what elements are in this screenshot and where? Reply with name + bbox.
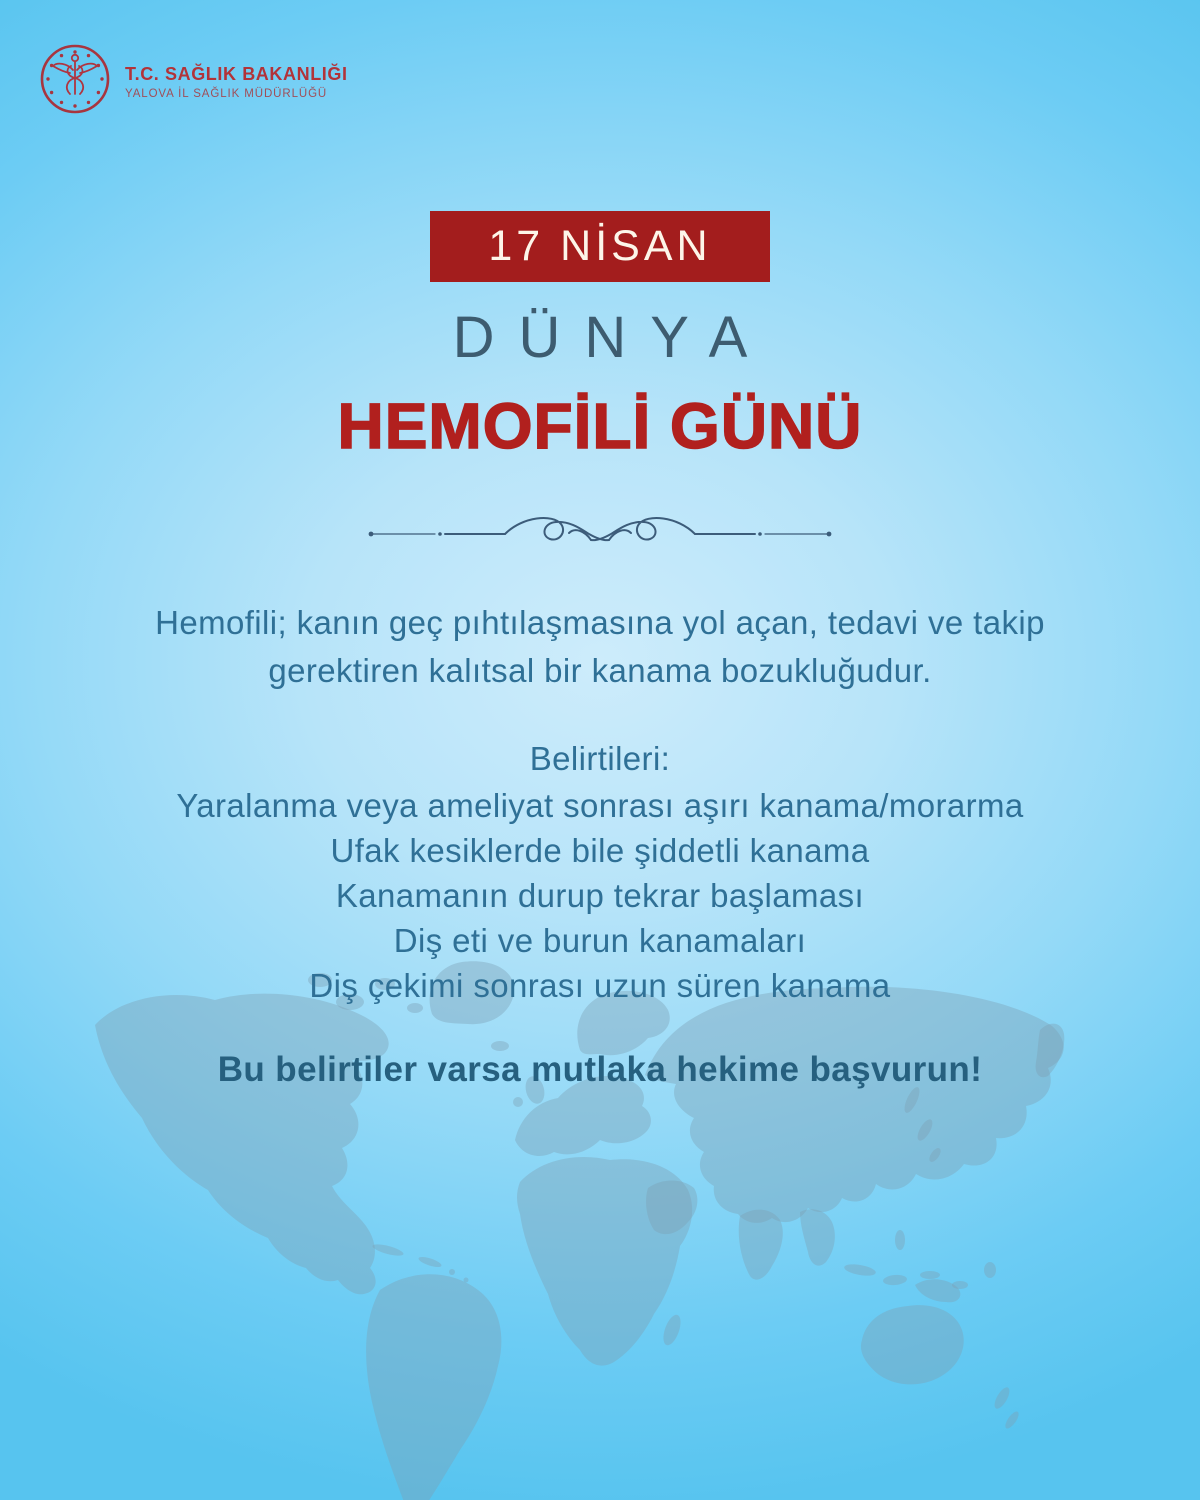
title-dunya: DÜNYA xyxy=(452,305,772,370)
title-hemofili-gunu: HEMOFİLİ GÜNÜ xyxy=(337,390,863,462)
symptom-item: Diş çekimi sonrası uzun süren kanama xyxy=(309,967,891,1004)
intro-paragraph xyxy=(0,599,1200,695)
ornamental-divider xyxy=(365,512,835,556)
symptom-item: Yaralanma veya ameliyat sonrası aşırı kanama/morarma xyxy=(176,787,1024,824)
ministry-of-health-emblem-icon xyxy=(38,42,112,116)
intro-line-2: gerektiren kalıtsal bir kanama bozukluğudur. xyxy=(268,652,932,689)
symptoms-heading: Belirtileri: xyxy=(529,740,671,777)
symptom-item: Kanamanın durup tekrar başlaması xyxy=(335,877,865,914)
symptom-item: Diş eti ve burun kanamaları xyxy=(393,922,807,959)
date-badge: 17 NİSAN xyxy=(430,211,769,282)
call-to-action: Bu belirtiler varsa mutlaka hekime başvurun! xyxy=(217,1050,983,1089)
ministry-logo xyxy=(38,42,348,116)
intro-line-1: Hemofili; kanın geç pıhtılaşmasına yol açan, tedavi ve takip xyxy=(155,604,1045,641)
symptom-item: Ufak kesiklerde bile şiddetli kanama xyxy=(330,832,870,869)
ministry-name: T.C. SAĞLIK BAKANLIĞI xyxy=(125,64,348,84)
directorate-name: YALOVA İL SAĞLIK MÜDÜRLÜĞÜ xyxy=(125,88,328,100)
ministry-text xyxy=(125,58,348,100)
